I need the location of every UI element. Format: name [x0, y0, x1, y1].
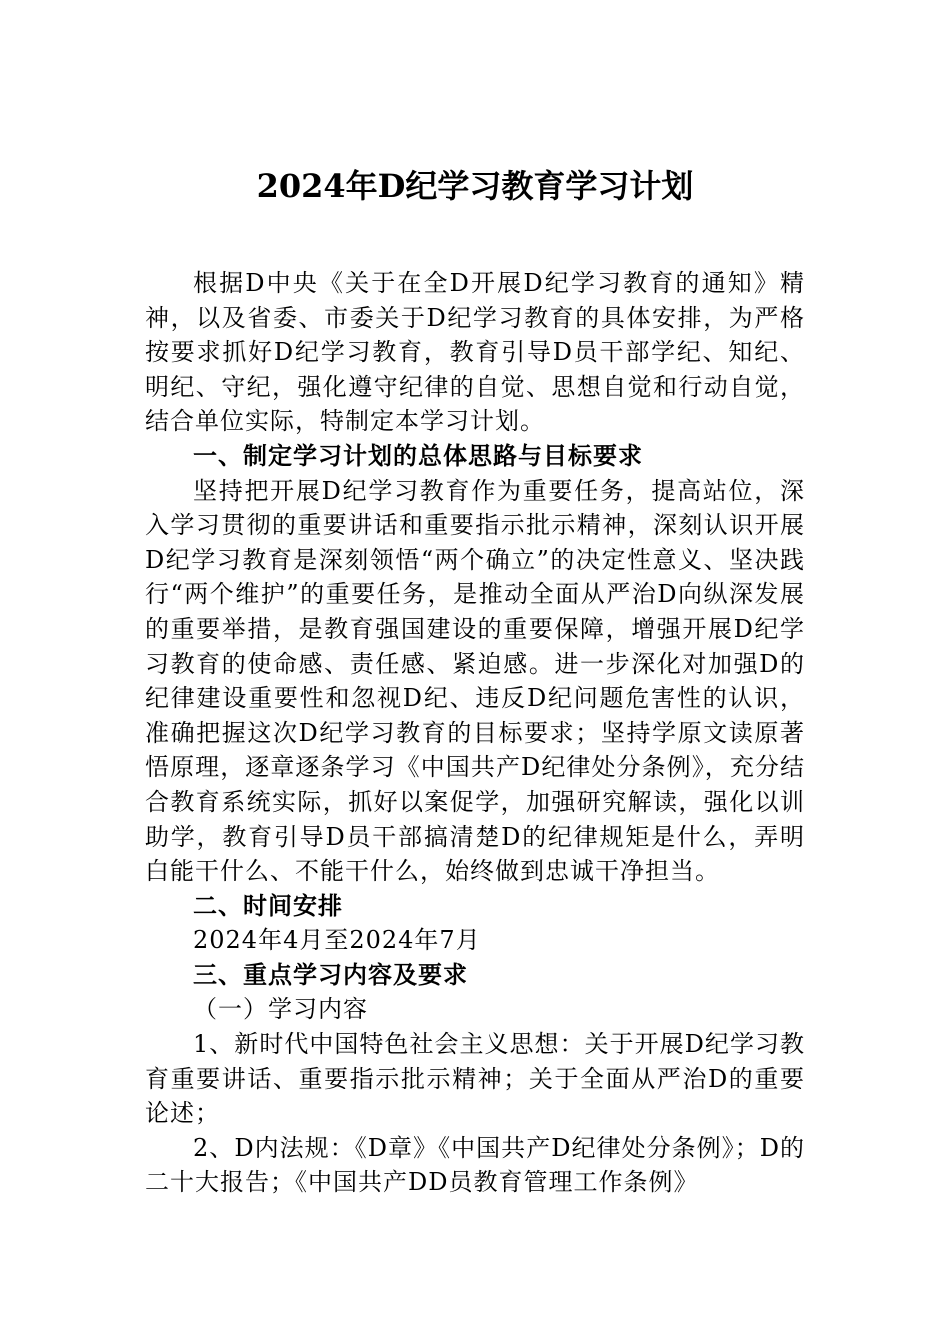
- section-1-paragraph: 坚持把开展D纪学习教育作为重要任务，提高站位，深入学习贯彻的重要讲话和重要指示批示精神，深刻认识开展D纪学习教育是深刻领悟“两个确立”的决定性意义、坚决践行“两个维护”的重要任务，是推动全面从严治D向纵深发展的重要举措，是教育强国建设的重要保障，增强开展D纪学习教育的使命感、责任感、紧迫感。进一步深化对加强D的纪律建设重要性和忽视D纪、违反D纪问题危害性的认识，准确把握这次D纪学习教育的目标要求；坚持学原文读原著悟原理，逐章逐条学习《中国共产D纪律处分条例》，充分结合教育系统实际，抓好以案促学，加强研究解读，强化以训助学，教育引导D员干部搞清楚D的纪律规矩是什么，弄明白能干什么、不能干什么，始终做到忠诚干净担当。: [145, 476, 805, 886]
- list-item-2: 2、D内法规：《D章》《中国共产D纪律处分条例》；D的二十大报告；《中国共产DD员教育管理工作条例》: [145, 1133, 805, 1197]
- section-heading-3: 三、重点学习内容及要求: [193, 960, 468, 989]
- document-body: [145, 266, 805, 1200]
- intro-paragraph: 根据D中央《关于在全D开展D纪学习教育的通知》精神，以及省委、市委关于D纪学习教育的具体安排，为严格按要求抓好D纪学习教育，教育引导D员干部学纪、知纪、明纪、守纪，强化遵守纪律的自觉、思想自觉和行动自觉，结合单位实际，特制定本学习计划。: [145, 269, 805, 436]
- document-title: 2024年D纪学习教育学习计划: [256, 167, 694, 205]
- section-heading-1: 一、制定学习计划的总体思路与目标要求: [193, 441, 643, 470]
- subsection-heading-1: （一）学习内容: [193, 995, 368, 1024]
- time-range-paragraph: 2024年4月至2024年7月: [193, 926, 481, 955]
- section-heading-2: 二、时间安排: [193, 891, 343, 920]
- list-item-1: 1、新时代中国特色社会主义思想：关于开展D纪学习教育重要讲话、重要指示批示精神；关于全面从严治D的重要论述；: [145, 1030, 805, 1128]
